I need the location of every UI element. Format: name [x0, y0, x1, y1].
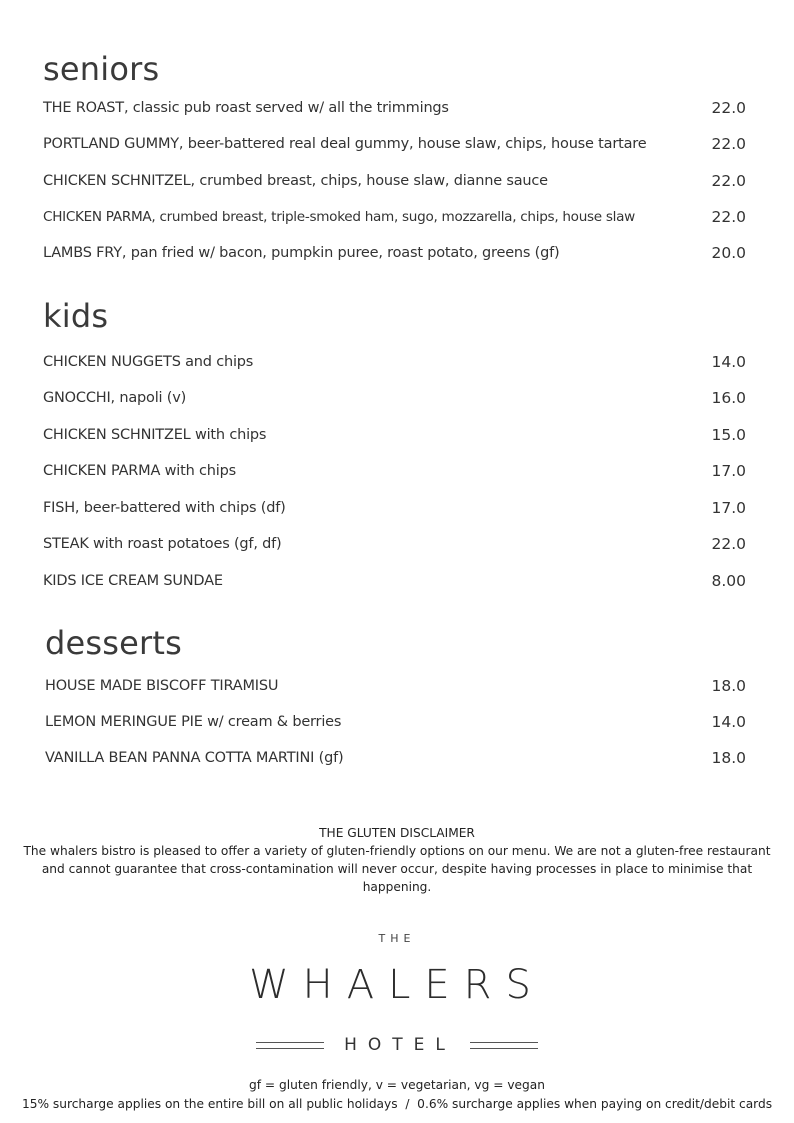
logo-divider	[256, 1042, 324, 1049]
disclaimer-body: The whalers bistro is pleased to offer a variety of gluten-friendly options on our menu. We are not a gluten-free restaurant and cannot guarantee that cross-contamination will never occur, despite having processes in place to minimise that happening.	[23, 844, 771, 894]
item-price: 20.0	[711, 244, 746, 262]
menu-item	[43, 132, 746, 156]
item-price: 8.00	[711, 572, 746, 590]
menu-item	[43, 205, 746, 229]
menu-item	[43, 169, 746, 193]
menu-item	[43, 569, 746, 593]
item-price: 14.0	[711, 713, 746, 731]
item-name: LAMBS FRY, pan fried w/ bacon, pumpkin puree, roast potato, greens (gf)	[43, 245, 560, 261]
menu-item	[43, 241, 746, 265]
logo-hotel	[0, 1035, 794, 1055]
item-price: 22.0	[711, 135, 746, 153]
item-name: VANILLA BEAN PANNA COTTA MARTINI (gf)	[45, 750, 344, 766]
disclaimer-title: THE GLUTEN DISCLAIMER	[319, 826, 475, 840]
gluten-disclaimer	[18, 824, 776, 896]
item-price: 22.0	[711, 99, 746, 117]
item-name: STEAK with roast potatoes (gf, df)	[43, 536, 282, 552]
item-name: CHICKEN SCHNITZEL, crumbed breast, chips, house slaw, dianne sauce	[43, 173, 548, 189]
dietary-legend: gf = gluten friendly, v = vegetarian, vg = vegan	[249, 1078, 545, 1092]
section-title-seniors: seniors	[43, 50, 160, 88]
menu-item	[43, 423, 746, 447]
section-title-desserts: desserts	[45, 624, 183, 662]
item-price: 16.0	[711, 389, 746, 407]
menu-item	[43, 459, 746, 483]
logo-hotel-word: HOTEL	[344, 1035, 456, 1055]
item-name: CHICKEN NUGGETS and chips	[43, 354, 254, 370]
logo-whalers: WHALERS	[249, 962, 545, 1008]
menu-item	[43, 532, 746, 556]
item-price: 18.0	[711, 677, 746, 695]
item-name: HOUSE MADE BISCOFF TIRAMISU	[45, 678, 279, 694]
item-name: LEMON MERINGUE PIE w/ cream & berries	[45, 714, 342, 730]
menu-item	[45, 674, 746, 698]
item-name: FISH, beer-battered with chips (df)	[43, 500, 286, 516]
menu-item	[45, 710, 746, 734]
logo-divider	[470, 1042, 538, 1049]
item-price: 17.0	[711, 499, 746, 517]
item-name: THE ROAST, classic pub roast served w/ all the trimmings	[43, 100, 449, 116]
item-name: CHICKEN PARMA, crumbed breast, triple-smoked ham, sugo, mozzarella, chips, house slaw	[43, 209, 635, 225]
surcharge-notice: 15% surcharge applies on the entire bill on all public holidays / 0.6% surcharge applies when paying on credit/debit cards	[21, 1097, 773, 1111]
item-name: CHICKEN SCHNITZEL with chips	[43, 427, 267, 443]
logo-the: THE	[378, 932, 416, 945]
item-name: CHICKEN PARMA with chips	[43, 463, 236, 479]
menu-item	[43, 496, 746, 520]
item-name: PORTLAND GUMMY, beer-battered real deal gummy, house slaw, chips, house tartare	[43, 136, 647, 152]
item-name: GNOCCHI, napoli (v)	[43, 390, 187, 406]
item-price: 17.0	[711, 462, 746, 480]
item-price: 22.0	[711, 208, 746, 226]
footer	[0, 1076, 794, 1114]
menu-item	[43, 386, 746, 410]
item-price: 22.0	[711, 172, 746, 190]
item-price: 18.0	[711, 749, 746, 767]
item-name: KIDS ICE CREAM SUNDAE	[43, 573, 223, 589]
menu-item	[45, 746, 746, 770]
item-price: 14.0	[711, 353, 746, 371]
menu-item	[43, 350, 746, 374]
item-price: 15.0	[711, 426, 746, 444]
menu-item	[43, 96, 746, 120]
item-price: 22.0	[711, 535, 746, 553]
section-title-kids: kids	[43, 297, 109, 335]
